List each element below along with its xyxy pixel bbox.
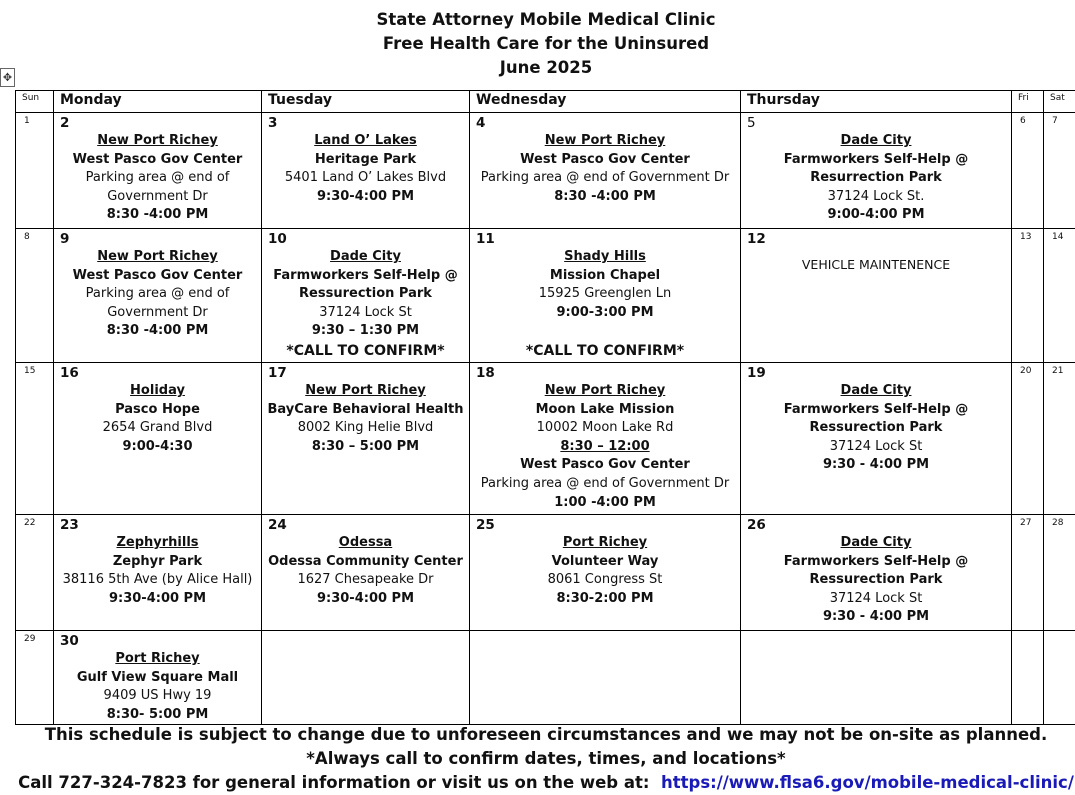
day-cell-tue (262, 515, 470, 631)
day-number: 3 (262, 113, 469, 132)
clinic-event (54, 650, 261, 724)
day-cell-tue (262, 113, 470, 229)
event-time: 9:30-4:00 PM (262, 590, 469, 609)
day-cell-fri (1012, 515, 1044, 631)
clinic-event (470, 382, 740, 512)
day-cell-mon (54, 363, 262, 515)
event-venue: Pasco Hope (54, 401, 261, 420)
event-location: New Port Richey (470, 132, 740, 151)
day-cell-thu (741, 631, 1012, 725)
day-number: 5 (741, 113, 1011, 132)
week-row-5 (16, 631, 1075, 725)
col-header-fri: Fri (1012, 91, 1044, 113)
event-time: 9:30 - 4:00 PM (741, 456, 1011, 475)
clinic-event (262, 382, 469, 456)
week-row-2 (16, 229, 1075, 363)
website-link[interactable]: https://www.flsa6.gov/mobile-medical-clinic/ (661, 773, 1074, 792)
event-location: Dade City (741, 382, 1011, 401)
day-cell-sat (1044, 229, 1075, 363)
clinic-event (54, 132, 261, 225)
event-time: 8:30 -4:00 PM (470, 188, 740, 207)
event-venue: Odessa Community Center (262, 553, 469, 572)
day-cell-sun (16, 363, 54, 515)
event-address: 2654 Grand Blvd (54, 419, 261, 438)
day-cell-fri (1012, 363, 1044, 515)
week-row-3 (16, 363, 1075, 515)
day-cell-sun (16, 631, 54, 725)
day-number: 22 (16, 515, 53, 528)
event-time: 9:30-4:00 PM (54, 590, 261, 609)
col-header-sat: Sat (1044, 91, 1075, 113)
event-time: 9:00-4:00 PM (741, 206, 1011, 225)
day-cell-sat (1044, 113, 1075, 229)
clinic-event (54, 248, 261, 341)
footer (0, 723, 1075, 795)
day-number: 14 (1044, 229, 1075, 242)
day-number: 13 (1012, 229, 1043, 242)
event-address: 5401 Land O’ Lakes Blvd (262, 169, 469, 188)
day-cell-wed (470, 515, 741, 631)
event-address: 1627 Chesapeake Dr (262, 571, 469, 590)
day-number: 1 (16, 113, 53, 126)
clinic-event (470, 132, 740, 206)
day-number: 24 (262, 515, 469, 534)
clinic-event (262, 132, 469, 206)
day-number: 9 (54, 229, 261, 248)
event-venue: West Pasco Gov Center (54, 267, 261, 286)
event-venue: BayCare Behavioral Health (262, 401, 469, 420)
event-venue: Mission Chapel (470, 267, 740, 286)
day-number: 30 (54, 631, 261, 650)
day-number: 6 (1012, 113, 1043, 126)
clinic-event (54, 382, 261, 456)
contact-text: Call 727-324-7823 for general information or visit us on the web at: (18, 773, 649, 792)
day-number: 4 (470, 113, 740, 132)
clinic-event (741, 132, 1011, 225)
disclaimer-text: This schedule is subject to change due to unforeseen circumstances and we may not be on-site as planned. (0, 723, 1075, 747)
event-address: 38116 5th Ave (by Alice Hall) (54, 571, 261, 590)
confirm-reminder: *Always call to confirm dates, times, and locations* (0, 747, 1075, 771)
clinic-event (262, 248, 469, 361)
day-number: 26 (741, 515, 1011, 534)
event-address: 10002 Moon Lake Rd (470, 419, 740, 438)
clinic-event (470, 248, 740, 361)
day-number: 15 (16, 363, 53, 376)
event-time: 9:30-4:00 PM (262, 188, 469, 207)
day-cell-fri (1012, 631, 1044, 725)
event-venue: West Pasco Gov Center (470, 151, 740, 170)
event-venue-second: West Pasco Gov Center (470, 456, 740, 475)
day-cell-mon (54, 229, 262, 363)
event-location: Dade City (741, 534, 1011, 553)
event-location: New Port Richey (262, 382, 469, 401)
clinic-event (54, 534, 261, 608)
event-address: 37124 Lock St (262, 304, 469, 323)
clinic-event (741, 534, 1011, 627)
event-time: 8:30 -4:00 PM (54, 322, 261, 341)
event-time: 8:30 – 12:00 (470, 438, 740, 457)
week-row-4 (16, 515, 1075, 631)
event-address: 37124 Lock St (741, 438, 1011, 457)
day-cell-sat (1044, 631, 1075, 725)
day-number: 7 (1044, 113, 1075, 126)
day-cell-tue (262, 229, 470, 363)
day-cell-wed (470, 363, 741, 515)
day-number: 10 (262, 229, 469, 248)
event-location: Shady Hills (470, 248, 740, 267)
day-cell-mon (54, 515, 262, 631)
event-location: Port Richey (54, 650, 261, 669)
day-cell-fri (1012, 113, 1044, 229)
day-number: 11 (470, 229, 740, 248)
day-number: 17 (262, 363, 469, 382)
clinic-event (470, 534, 740, 608)
event-address: Parking area @ end of Government Dr (54, 169, 261, 206)
day-number: 25 (470, 515, 740, 534)
day-number: 27 (1012, 515, 1043, 528)
day-cell-thu (741, 229, 1012, 363)
event-venue: Gulf View Square Mall (54, 669, 261, 688)
day-number: 21 (1044, 363, 1075, 376)
day-number: 8 (16, 229, 53, 242)
clinic-event (262, 534, 469, 608)
day-number: 28 (1044, 515, 1075, 528)
call-to-confirm-note: *CALL TO CONFIRM* (262, 342, 469, 361)
day-cell-mon (54, 631, 262, 725)
event-time: 9:00-4:30 (54, 438, 261, 457)
event-location: Odessa (262, 534, 469, 553)
event-address: 37124 Lock St. (741, 188, 1011, 207)
call-to-confirm-note: *CALL TO CONFIRM* (470, 342, 740, 361)
event-time: 9:30 – 1:30 PM (262, 322, 469, 341)
day-cell-sun (16, 515, 54, 631)
day-cell-tue (262, 631, 470, 725)
event-location: New Port Richey (54, 132, 261, 151)
header (0, 8, 1075, 80)
event-address: 37124 Lock St (741, 590, 1011, 609)
event-address: Parking area @ end of Government Dr (54, 285, 261, 322)
page-title: State Attorney Mobile Medical Clinic (0, 8, 1075, 32)
week-row-1 (16, 113, 1075, 229)
event-venue: Heritage Park (262, 151, 469, 170)
event-address: 15925 Greenglen Ln (470, 285, 740, 304)
day-cell-thu (741, 363, 1012, 515)
contact-line (0, 771, 1075, 795)
event-address: 8002 King Helie Blvd (262, 419, 469, 438)
event-address: 9409 US Hwy 19 (54, 687, 261, 706)
day-number: 20 (1012, 363, 1043, 376)
col-header-monday: Monday (54, 91, 262, 113)
calendar-table (15, 90, 1075, 725)
day-cell-sat (1044, 515, 1075, 631)
event-time-second: 1:00 -4:00 PM (470, 494, 740, 513)
day-cell-sat (1044, 363, 1075, 515)
event-venue: Farmworkers Self-Help @ Ressurection Park (262, 267, 469, 304)
event-time: 9:00-3:00 PM (470, 304, 740, 323)
event-location: Port Richey (470, 534, 740, 553)
col-header-sun: Sun (16, 91, 54, 113)
day-number: 2 (54, 113, 261, 132)
clinic-event (741, 382, 1011, 475)
event-time: 9:30 - 4:00 PM (741, 608, 1011, 627)
day-number: 16 (54, 363, 261, 382)
event-address: 8061 Congress St (470, 571, 740, 590)
event-venue: Farmworkers Self-Help @ Resurrection Park (741, 151, 1011, 188)
month-label: June 2025 (0, 56, 1075, 80)
event-location: Dade City (262, 248, 469, 267)
day-cell-thu (741, 515, 1012, 631)
day-number: 12 (741, 229, 1011, 248)
event-location: Holiday (54, 382, 261, 401)
day-cell-wed (470, 631, 741, 725)
day-number: 29 (16, 631, 53, 644)
col-header-tuesday: Tuesday (262, 91, 470, 113)
event-location: New Port Richey (54, 248, 261, 267)
day-cell-fri (1012, 229, 1044, 363)
day-number: 18 (470, 363, 740, 382)
day-number: 23 (54, 515, 261, 534)
page-subtitle: Free Health Care for the Uninsured (0, 32, 1075, 56)
event-address: Parking area @ end of Government Dr (470, 169, 740, 188)
day-number: 19 (741, 363, 1011, 382)
event-venue: Zephyr Park (54, 553, 261, 572)
event-time: 8:30 – 5:00 PM (262, 438, 469, 457)
event-venue: Moon Lake Mission (470, 401, 740, 420)
event-location: New Port Richey (470, 382, 740, 401)
event-location: Zephyrhills (54, 534, 261, 553)
move-arrows-icon[interactable]: ✥ (0, 68, 15, 87)
col-header-wednesday: Wednesday (470, 91, 741, 113)
event-address-second: Parking area @ end of Government Dr (470, 475, 740, 494)
day-cell-wed (470, 229, 741, 363)
event-time: 8:30-2:00 PM (470, 590, 740, 609)
event-venue: Farmworkers Self-Help @ Ressurection Park (741, 553, 1011, 590)
calendar-header-row (16, 91, 1075, 113)
clinic-event (741, 256, 1011, 275)
event-time: 8:30 -4:00 PM (54, 206, 261, 225)
day-cell-sun (16, 113, 54, 229)
day-cell-wed (470, 113, 741, 229)
col-header-thursday: Thursday (741, 91, 1012, 113)
event-venue: Volunteer Way (470, 553, 740, 572)
day-cell-sun (16, 229, 54, 363)
maintenance-note: VEHICLE MAINTENENCE (741, 256, 1011, 275)
day-cell-mon (54, 113, 262, 229)
event-location: Dade City (741, 132, 1011, 151)
event-time: 8:30- 5:00 PM (54, 706, 261, 725)
day-cell-thu (741, 113, 1012, 229)
event-location: Land O’ Lakes (262, 132, 469, 151)
event-venue: West Pasco Gov Center (54, 151, 261, 170)
event-venue: Farmworkers Self-Help @ Ressurection Park (741, 401, 1011, 438)
day-cell-tue (262, 363, 470, 515)
